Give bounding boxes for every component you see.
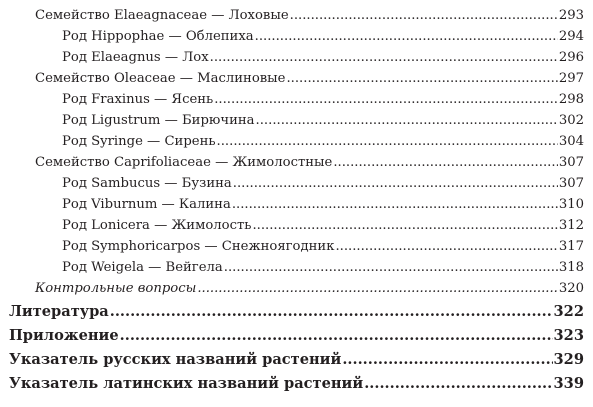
toc-entry-label: Род Ligustrum — Бирючина xyxy=(62,113,255,128)
toc-entry-family-caprifoliaceae[interactable] xyxy=(35,155,584,175)
toc-entry-label: Род Viburnum — Калина xyxy=(62,197,231,212)
toc-entry-label: Семейство Elaeagnaceae — Лоховые xyxy=(35,8,289,23)
dot-leader xyxy=(197,281,557,296)
toc-entry-genus-fraxinus[interactable] xyxy=(62,92,584,112)
toc-entry-label: Контрольные вопросы xyxy=(35,281,197,296)
toc-entry-genus-viburnum[interactable] xyxy=(62,197,584,217)
toc-entry-label: Род Sambucus — Бузина xyxy=(62,176,232,191)
dot-leader xyxy=(342,351,552,368)
toc-entry-label: Семейство Oleaceae — Маслиновые xyxy=(35,71,286,86)
toc-entry-appendix[interactable] xyxy=(9,327,584,349)
dot-leader xyxy=(233,176,558,191)
dot-leader xyxy=(286,71,557,86)
toc-entry-latin-index[interactable] xyxy=(9,375,584,397)
toc-page-number: 296 xyxy=(558,50,584,65)
toc-page-number: 339 xyxy=(553,375,584,392)
dot-leader xyxy=(120,327,553,344)
dot-leader xyxy=(364,375,552,392)
toc-entry-label: Род Weigela — Вейгела xyxy=(62,260,223,275)
toc-page-number: 323 xyxy=(553,327,584,344)
dot-leader xyxy=(232,197,558,212)
toc-entry-genus-hippophae[interactable] xyxy=(62,29,584,49)
toc-entry-label: Семейство Caprifoliaceae — Жимолостные xyxy=(35,155,333,170)
toc-entry-label: Приложение xyxy=(9,327,119,344)
dot-leader xyxy=(217,134,558,149)
dot-leader xyxy=(333,155,557,170)
toc-page-number: 298 xyxy=(558,92,584,107)
toc-entry-genus-syringe[interactable] xyxy=(62,134,584,154)
toc-entry-label: Указатель латинских названий растений xyxy=(9,375,364,392)
toc-entry-genus-weigela[interactable] xyxy=(62,260,584,280)
toc-entry-family-oleaceae[interactable] xyxy=(35,71,584,91)
toc-page-number: 304 xyxy=(558,134,584,149)
toc-entry-review-questions[interactable] xyxy=(35,281,584,301)
toc-entry-label: Род Fraxinus — Ясень xyxy=(62,92,214,107)
dot-leader xyxy=(214,92,558,107)
dot-leader xyxy=(224,260,558,275)
dot-leader xyxy=(210,50,558,65)
dot-leader xyxy=(252,218,557,233)
toc-page-number: 310 xyxy=(558,197,584,212)
toc-entry-label: Литература xyxy=(9,303,109,320)
dot-leader xyxy=(335,239,557,254)
toc-entry-label: Род Hippophae — Облепиха xyxy=(62,29,254,44)
toc-entry-genus-elaeagnus[interactable] xyxy=(62,50,584,70)
toc-page-number: 297 xyxy=(558,71,584,86)
toc-entry-label: Род Elaeagnus — Лох xyxy=(62,50,209,65)
toc-entry-genus-lonicera[interactable] xyxy=(62,218,584,238)
toc-page-number: 293 xyxy=(558,8,584,23)
toc-page-number: 302 xyxy=(558,113,584,128)
dot-leader xyxy=(110,303,553,320)
toc-entry-genus-sambucus[interactable] xyxy=(62,176,584,196)
toc-entry-label: Род Symphoricarpos — Снежноягодник xyxy=(62,239,335,254)
dot-leader xyxy=(290,8,558,23)
toc-entry-genus-symphoricarpos[interactable] xyxy=(62,239,584,259)
toc-page-number: 307 xyxy=(558,155,584,170)
toc-page-number: 322 xyxy=(553,303,584,320)
toc-page-number: 317 xyxy=(558,239,584,254)
toc-entry-family-elaeagnaceae[interactable] xyxy=(35,8,584,28)
toc-entry-literature[interactable] xyxy=(9,303,584,325)
dot-leader xyxy=(255,29,558,44)
toc-page-number: 307 xyxy=(558,176,584,191)
toc-page-number: 320 xyxy=(558,281,584,296)
toc-page-number: 312 xyxy=(558,218,584,233)
toc-page-number: 294 xyxy=(558,29,584,44)
toc-page-number: 329 xyxy=(553,351,584,368)
toc-entry-label: Род Syringe — Сирень xyxy=(62,134,216,149)
toc-entry-label: Род Lonicera — Жимолость xyxy=(62,218,252,233)
toc-page-number: 318 xyxy=(558,260,584,275)
toc-entry-genus-ligustrum[interactable] xyxy=(62,113,584,133)
toc-entry-label: Указатель русских названий растений xyxy=(9,351,342,368)
dot-leader xyxy=(256,113,558,128)
toc-entry-russian-index[interactable] xyxy=(9,351,584,373)
